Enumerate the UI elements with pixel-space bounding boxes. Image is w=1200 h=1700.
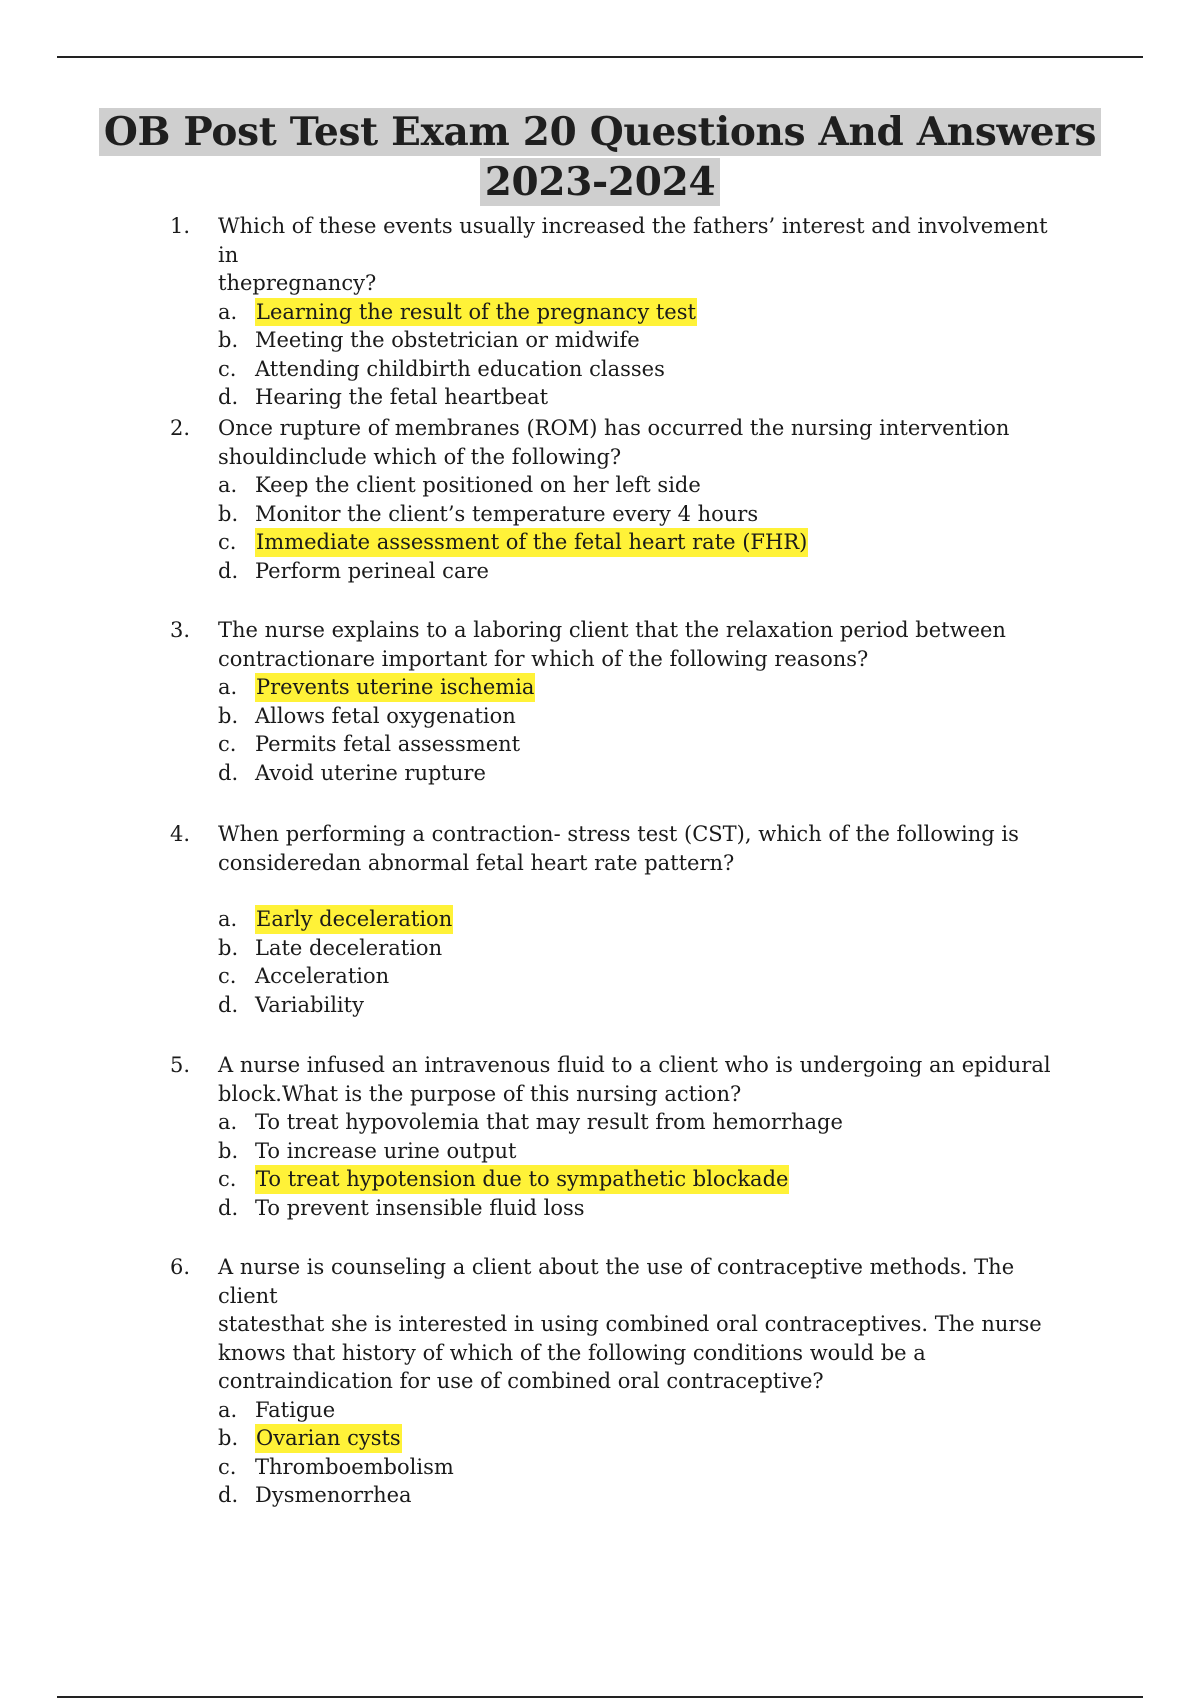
question-2 — [170, 414, 1070, 585]
question-text-line: The nurse explains to a laboring client that the relaxation period between — [218, 618, 1006, 642]
option-text-highlighted: Prevents uterine ischemia — [255, 673, 535, 702]
option-text: Allows fetal oxygenation — [255, 703, 516, 728]
option-letter: c. — [218, 530, 237, 554]
bottom-rule — [57, 1696, 1143, 1698]
option-letter: d. — [218, 385, 239, 409]
option-letter: c. — [218, 732, 237, 756]
question-number: 5. — [170, 1053, 191, 1077]
page-title — [0, 108, 1200, 206]
option-d — [218, 383, 1070, 412]
option-text: Hearing the fetal heartbeat — [255, 385, 549, 409]
answer-options — [218, 298, 1070, 412]
question-text — [218, 616, 1070, 673]
option-text: Thromboembolism — [255, 1454, 454, 1479]
option-c — [218, 730, 1070, 759]
question-text-line: When performing a contraction- stress test (CST), which of the following is — [218, 822, 1019, 846]
option-d — [218, 759, 1070, 788]
question-text-line: Which of these events usually increased the fathers’ interest and involvement in — [218, 214, 1048, 267]
option-letter: a. — [218, 1110, 238, 1134]
option-c — [218, 1453, 1070, 1482]
question-text-line: knows that history of which of the following conditions would be a — [218, 1340, 926, 1365]
question-number: 4. — [170, 822, 191, 846]
option-letter: a. — [218, 473, 238, 497]
option-a — [218, 905, 1070, 934]
question-4 — [170, 820, 1070, 1019]
option-letter: b. — [218, 501, 239, 526]
question-text-line: A nurse infused an intravenous fluid to a client who is undergoing an epidural — [218, 1053, 1051, 1077]
answer-options — [218, 471, 1070, 585]
question-number: 1. — [170, 214, 191, 238]
option-text: Permits fetal assessment — [255, 732, 521, 756]
option-letter: d. — [218, 992, 239, 1017]
option-a — [218, 1108, 1070, 1137]
option-letter: b. — [218, 935, 239, 960]
option-letter: d. — [218, 760, 239, 785]
question-text — [218, 1051, 1070, 1108]
question-3 — [170, 616, 1070, 787]
question-number: 6. — [170, 1255, 191, 1279]
option-letter: b. — [218, 703, 239, 728]
option-d — [218, 557, 1070, 586]
option-text: Fatigue — [255, 1397, 336, 1422]
question-text-line: contractionare important for which of the following reasons? — [218, 646, 869, 671]
question-1 — [170, 212, 1070, 412]
title-line-2: 2023-2024 — [480, 158, 721, 206]
option-letter: d. — [218, 558, 239, 583]
option-d — [218, 1481, 1070, 1510]
option-c — [218, 1165, 1070, 1194]
question-text — [218, 820, 1070, 877]
question-text — [218, 414, 1070, 471]
option-d — [218, 1194, 1070, 1223]
question-number: 2. — [170, 416, 191, 440]
option-text-highlighted: To treat hypotension due to sympathetic blockade — [255, 1165, 789, 1194]
option-letter: a. — [218, 907, 238, 931]
option-letter: c. — [218, 356, 237, 381]
option-c — [218, 528, 1070, 557]
option-text: Late deceleration — [255, 935, 443, 960]
option-text: To treat hypovolemia that may result from hemorrhage — [255, 1110, 843, 1134]
question-number: 3. — [170, 618, 191, 642]
option-text: Meeting the obstetrician or midwife — [255, 328, 640, 352]
option-letter: a. — [218, 299, 238, 324]
option-text: Perform perineal care — [255, 558, 489, 583]
question-text-line: block.What is the purpose of this nursing action? — [218, 1081, 742, 1106]
question-text-line: consideredan abnormal fetal heart rate pattern? — [218, 850, 735, 875]
option-a — [218, 673, 1070, 702]
option-letter: d. — [218, 1483, 239, 1507]
question-text-line: A nurse is counseling a client about the use of contraceptive methods. The client — [218, 1255, 1015, 1308]
option-text: Keep the client positioned on her left side — [255, 473, 701, 497]
question-6 — [170, 1253, 1070, 1510]
option-text: Dysmenorrhea — [255, 1483, 412, 1507]
question-text — [218, 212, 1070, 298]
option-letter: c. — [218, 964, 237, 988]
option-b — [218, 1137, 1070, 1166]
question-text — [218, 1253, 1070, 1396]
question-5 — [170, 1051, 1070, 1222]
option-text-highlighted: Learning the result of the pregnancy test — [255, 298, 697, 327]
option-c — [218, 355, 1070, 384]
answer-options — [218, 905, 1070, 1019]
option-text: To increase urine output — [255, 1138, 517, 1163]
answer-options — [218, 673, 1070, 787]
question-text-line: thepregnancy? — [218, 271, 377, 295]
question-text-line: statesthat she is interested in using combined oral contraceptives. The nurse — [218, 1312, 1042, 1336]
option-c — [218, 962, 1070, 991]
option-b — [218, 326, 1070, 355]
option-text-highlighted: Ovarian cysts — [255, 1424, 402, 1453]
option-d — [218, 991, 1070, 1020]
option-text: To prevent insensible fluid loss — [255, 1195, 585, 1220]
option-text: Avoid uterine rupture — [255, 760, 486, 785]
question-text-line: Once rupture of membranes (ROM) has occurred the nursing intervention — [218, 416, 1010, 440]
answer-options — [218, 1396, 1070, 1510]
option-text: Monitor the client’s temperature every 4 hours — [255, 501, 759, 526]
option-letter: a. — [218, 1397, 238, 1422]
option-a — [218, 298, 1070, 327]
option-b — [218, 500, 1070, 529]
option-letter: b. — [218, 1426, 239, 1450]
option-text: Acceleration — [255, 964, 390, 988]
option-a — [218, 471, 1070, 500]
option-b — [218, 934, 1070, 963]
option-letter: b. — [218, 328, 239, 352]
option-text-highlighted: Immediate assessment of the fetal heart rate (FHR) — [255, 528, 808, 557]
blank-line — [170, 877, 1070, 905]
option-text-highlighted: Early deceleration — [255, 905, 453, 934]
answer-options — [218, 1108, 1070, 1222]
option-text: Attending childbirth education classes — [255, 356, 665, 381]
option-letter: b. — [218, 1138, 239, 1163]
option-text: Variability — [255, 992, 364, 1017]
question-text-line: contraindication for use of combined oral contraceptive? — [218, 1369, 824, 1393]
top-rule — [57, 56, 1143, 58]
option-letter: c. — [218, 1167, 237, 1191]
option-letter: a. — [218, 675, 238, 699]
question-text-line: shouldinclude which of the following? — [218, 444, 622, 469]
option-letter: c. — [218, 1454, 237, 1479]
option-a — [218, 1396, 1070, 1425]
option-b — [218, 702, 1070, 731]
title-line-1: OB Post Test Exam 20 Questions And Answers — [99, 108, 1101, 156]
option-letter: d. — [218, 1195, 239, 1220]
option-b — [218, 1424, 1070, 1453]
